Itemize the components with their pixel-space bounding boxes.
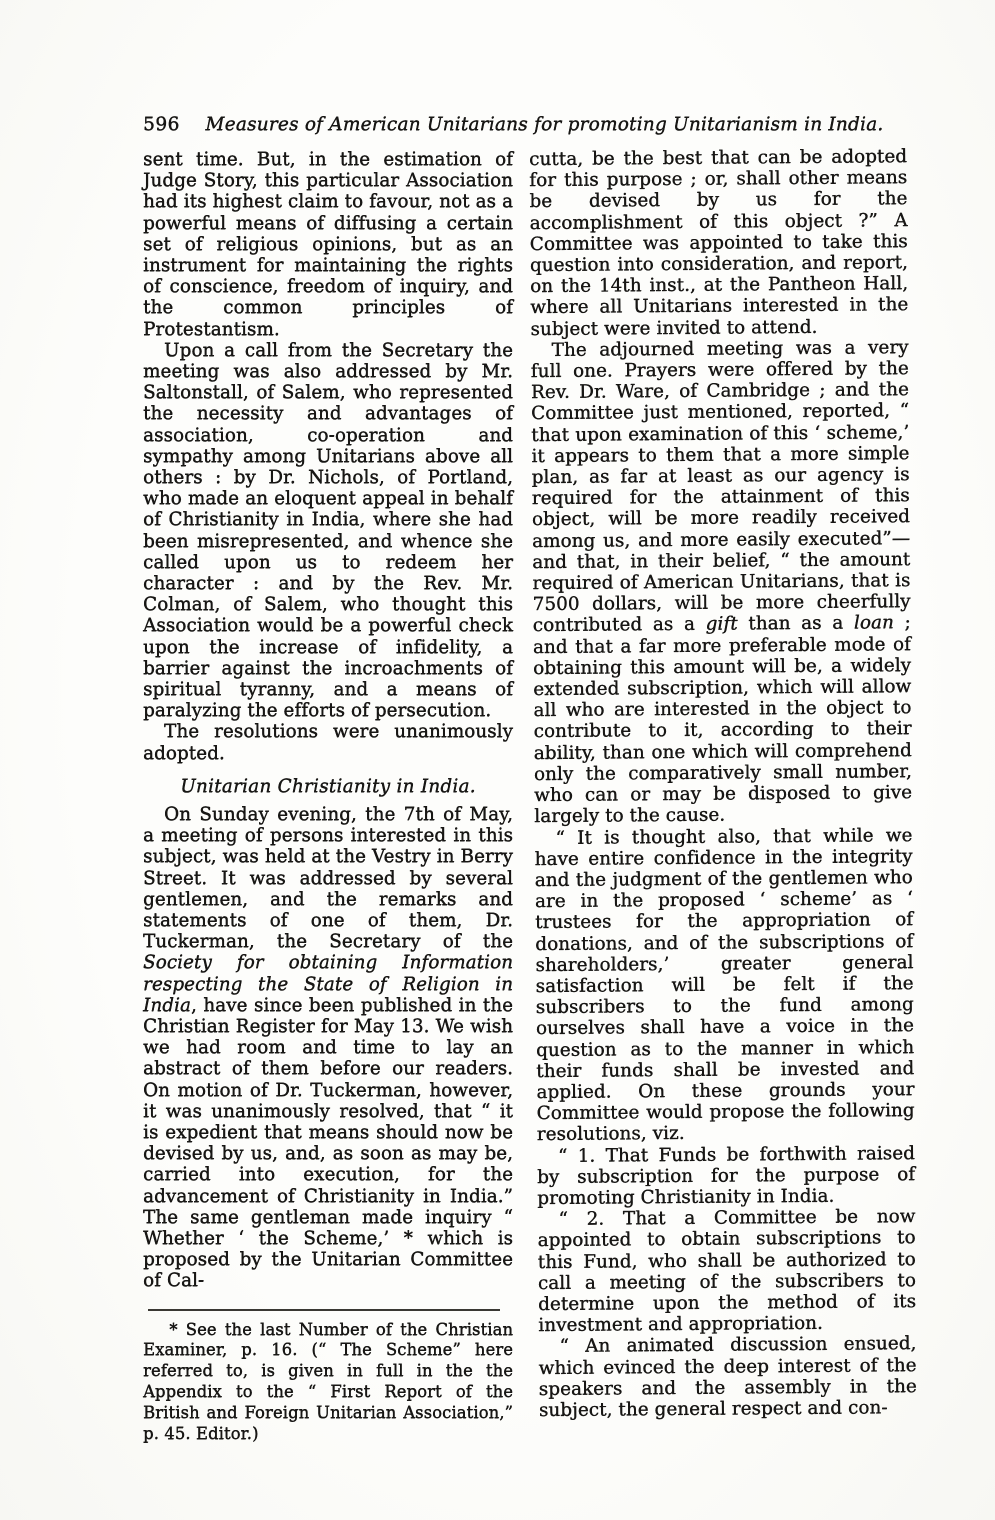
page-number: 596 [143,114,180,135]
italic-run-society-title: Society for obtaining Information respecting the State of Religion in India [143,952,513,1016]
running-header [143,114,909,136]
italic-run-gift: gift [705,613,738,636]
text-run: On Sunday evening, the 7th of May, a meeting of persons interested in this subject, was held at the Vestry in Berry Street. It was addressed by several gentlemen, and the remarks and statements of one of them, Dr. Tuckerman, the Secretary of the [143,803,513,953]
paragraph-right-6: “ An animated discussion ensued, which evinced the deep interest of the speakers and the assembly in the subject, the general respect and con- [538,1333,917,1421]
paragraph-right-5-resolution-2: “ 2. That a Committee be now appointed to obtain subscriptions to this Fund, who shall be authorized to call a meeting of the subscribers to determine upon the method of its investment and appropriation. [537,1206,917,1337]
paragraph-right-2 [530,337,912,828]
section-heading: Unitarian Christianity in India. [180,775,476,797]
paragraph-left-2: Upon a call from the Secretary the meeting was also addressed by Mr. Saltonstall, of Salem, who represented the necessity and advantages of association, co-operation and sympathy among Unitarians above all others : by Dr. Nichols, of Portland, who made an eloquent appeal in behalf of Christianity in India, where she had been misrepresented, and whence she called upon us to redeem her character : and by the Rev. Mr. Colman, of Salem, who thought this Association would be a powerful check upon the increase of infidelity, a barrier against the incroachments of spiritual tyranny, and a means of paralyzing the efforts of persecution. [143,339,513,722]
paragraph-left-1: sent time. But, in the estimation of Judge Story, this particular Association had its highest claim to favour, not as a powerful means of diffusing a certain set of religious opinions, but as an instrument for maintaining the rights of conscience, freedom of inquiry, and the common principles of Protestantism. [143,149,513,340]
paragraph-left-4 [143,804,513,1292]
paragraph-right-4-resolution-1: “ 1. That Funds be forthwith raised by subscription for the purpose of promoting Christianity in India. [536,1142,916,1209]
text-run: The adjourned meeting was a very full one. Prayers were offered by the Rev. Dr. Ware, of Cambridge ; and the Committee just mentioned, reported, “ that upon examination of this ‘ scheme,’ it appears to them that a more simple plan, as far at least as our agency is required for the attainment of this object, will be more readily received among us, and more easily executed”— and that, in their belief, “ the amount required of American Unitarians, that is 7500 dollars, will be more cheerfully contributed as a [530,336,911,637]
paragraph-right-1: cutta, be the best that can be adopted for this purpose ; or, shall other means be devised by us for the accomplishment of this object ?” A Committee was appointed to take this question into consideration, and report, on the 14th inst., at the Pantheon Hall, where all Unitarians interested in the subject were invited to attend. [529,146,909,340]
text-run: ; and that a far more preferable mode of obtaining this amount will be, a widely extended subscription, which will allow all who are interested in the object to contribute to it, according to their ability, than one which will comprehend only the comparatively small number, who can or may be disposed to give largely to the cause. [532,612,913,828]
footnote [143,1309,513,1445]
text-run: than as a [737,612,854,635]
italic-run-loan: loan [853,612,894,634]
footnote-text: * See the last Number of the Christian Examiner, p. 16. (“ The Scheme” here referred to, is given in full in the the Appendix to the “ First Report of the British and Foreign Unitarian Association,” p. 45. Editor.) [143,1319,513,1443]
left-column [143,149,513,1444]
paragraph-left-3: The resolutions were unanimously adopted. [143,721,513,764]
text-columns [143,146,917,1444]
running-title: Measures of American Unitarians for promoting Unitarianism in India. [205,114,884,135]
text-run: , have since been published in the Christian Register for May 13. We wish we had room and time to lay an abstract of them before our readers. On motion of Dr. Tuckerman, however, it was unanimously resolved, that “ it is expedient that means should now be devised by us, and, as soon as may be, carried into execution, for the advancement of Christianity in India.” The same gentleman made inquiry “ Whether ‘ the Scheme,’ * which is proposed by the Unitarian Committee of Cal- [143,994,513,1292]
paragraph-right-3: “ It is thought also, that while we have entire confidence in the integrity and the judgment of the gentlemen who are in the proposed ‘ scheme’ as ‘ trustees for the appropriation of donations, and of the subscriptions of shareholders,’ greater general satisfaction will be felt if the subscribers to the fund among ourselves shall have a voice in the question as to the manner in which their funds shall be invested and applied. On these grounds your Committee would propose the following resolutions, viz. [534,824,915,1146]
right-column [529,146,917,1444]
